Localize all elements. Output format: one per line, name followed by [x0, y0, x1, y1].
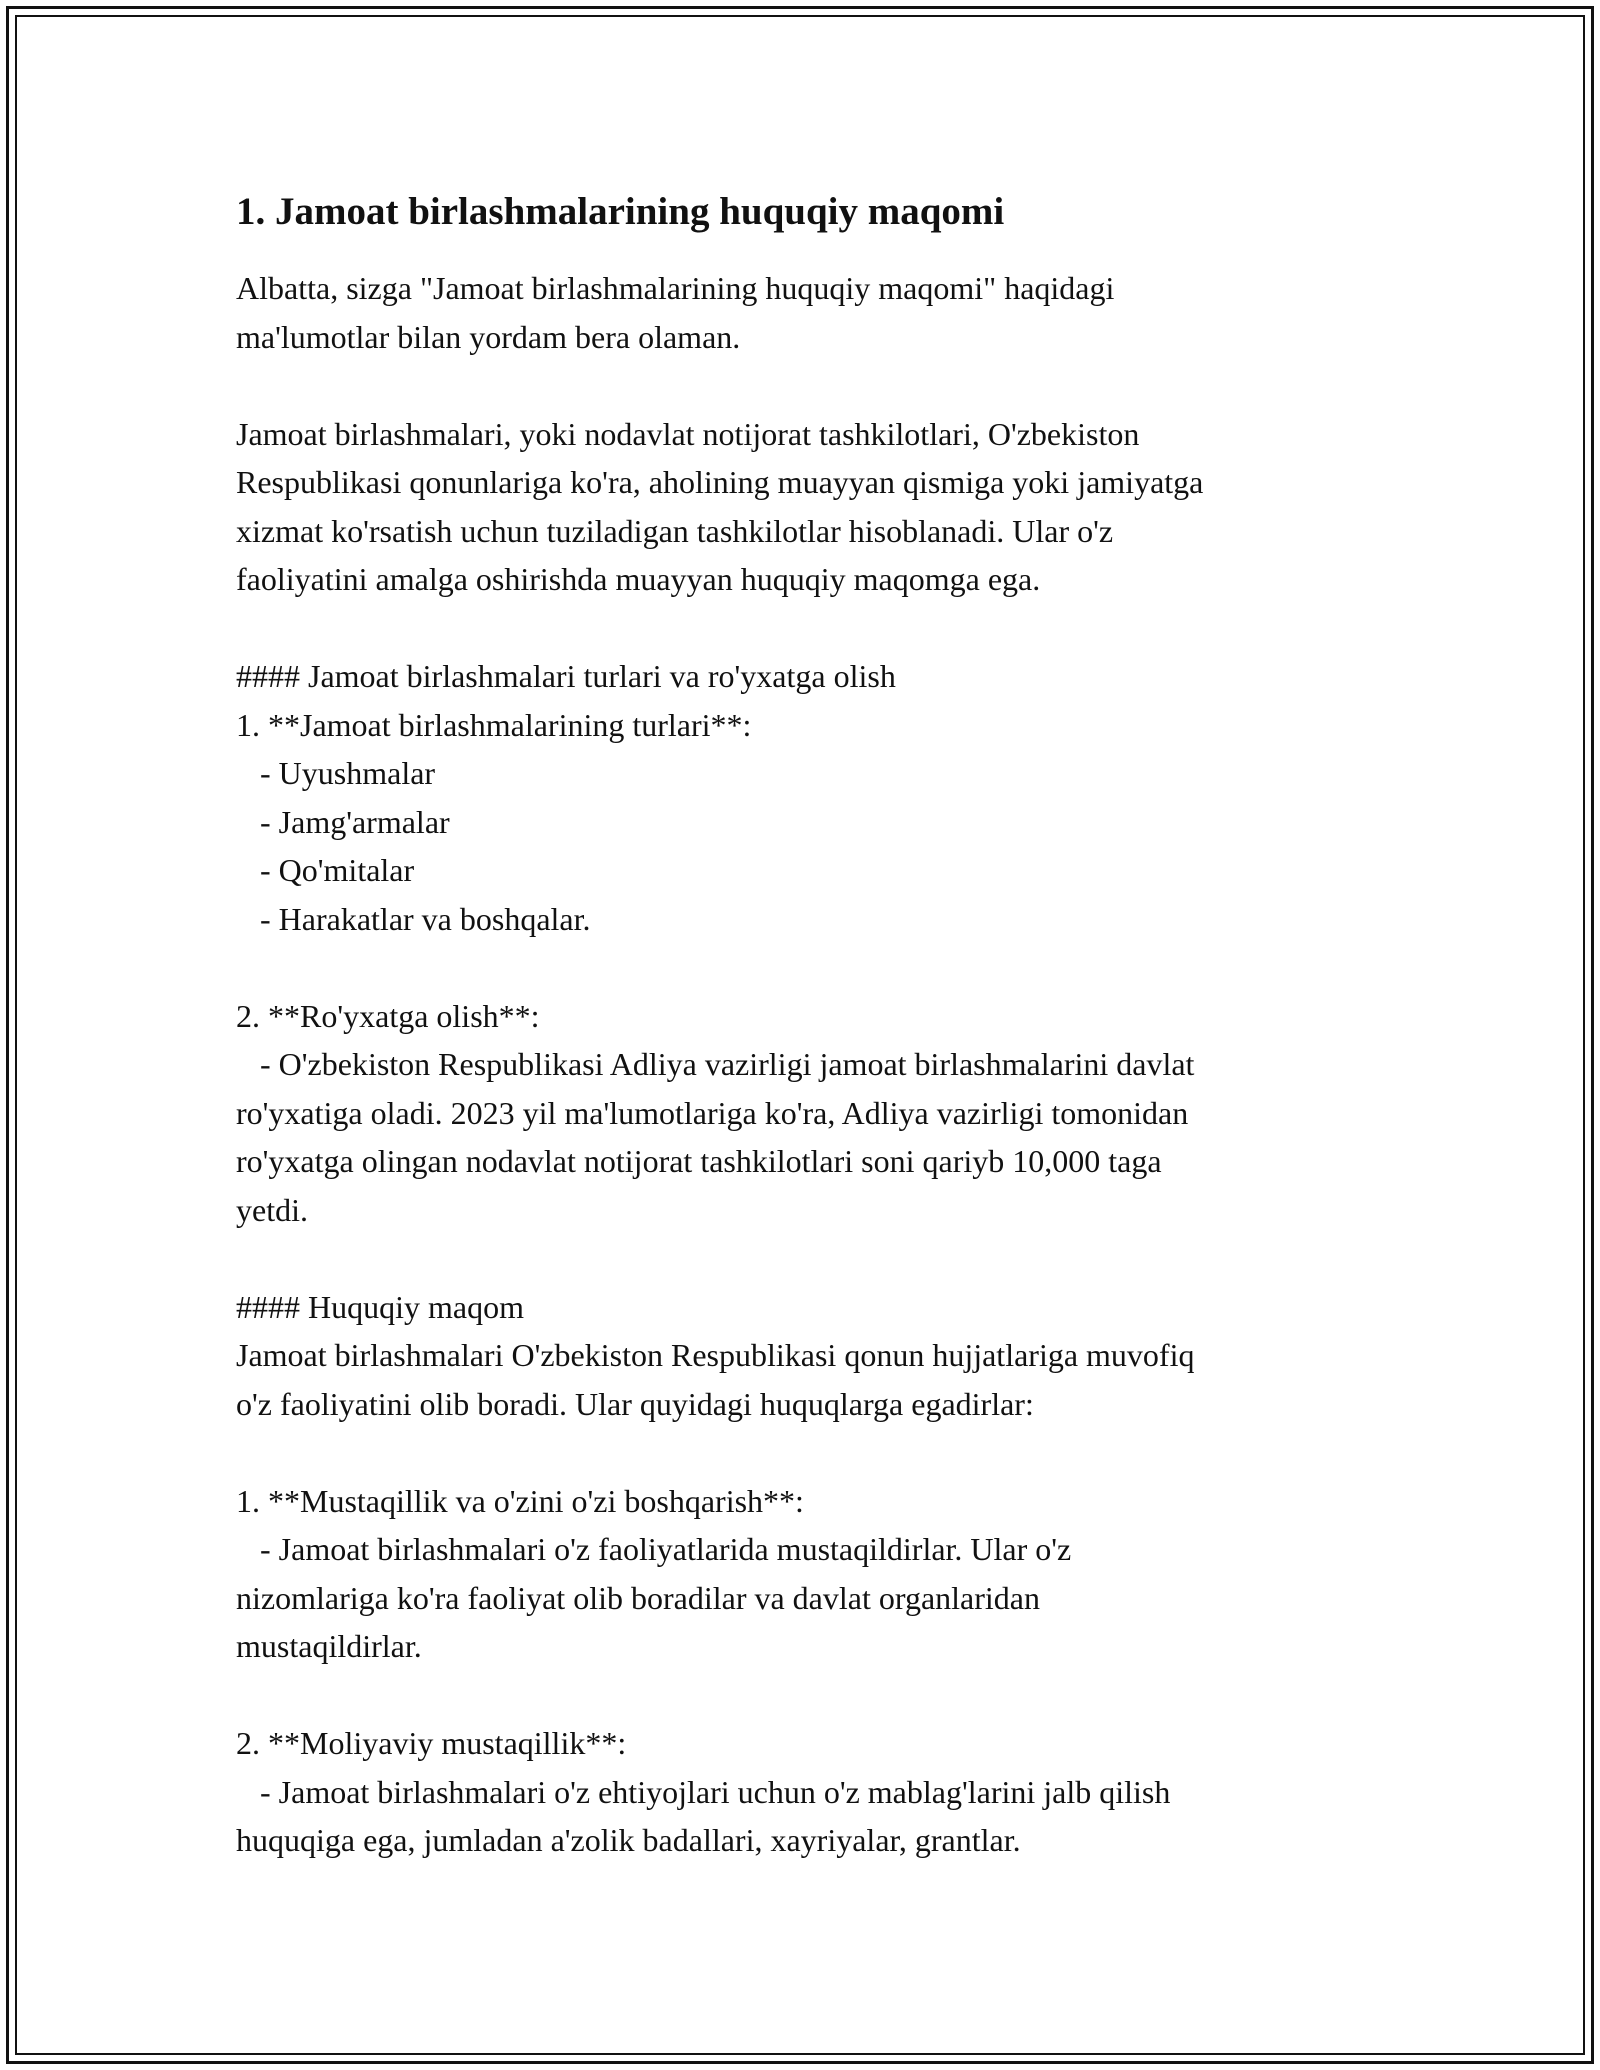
text-line: #### Huquqiy maqom [236, 1288, 524, 1325]
text-line: 2. **Moliyaviy mustaqillik**: [236, 1725, 627, 1761]
text-line: Respublikasi qonunlariga ko'ra, aholining muayyan qismiga yoki jamiyatga [236, 464, 1204, 500]
text-line: - Qo'mitalar [236, 852, 415, 888]
text-line: faoliyatini amalga oshirishda muayyan huquqiy maqomga ega. [236, 561, 1041, 597]
text-line: - Jamoat birlashmalari o'z faoliyatlarida mustaqildirlar. Ular o'z [236, 1531, 1072, 1567]
document-title: 1. Jamoat birlashmalarining huquqiy maqomi [236, 190, 1005, 233]
blank-line [236, 943, 1366, 992]
text-line: xizmat ko'rsatish uchun tuziladigan tashkilotlar hisoblanadi. Ular o'z [236, 512, 1114, 549]
text-line: 1. **Jamoat birlashmalarining turlari**: [236, 706, 752, 743]
blank-line [236, 604, 1366, 653]
text-line: ma'lumotlar bilan yordam bera olaman. [236, 318, 741, 355]
text-line: nizomlariga ko'ra faoliyat olib boradilar va davlat organlaridan [236, 1579, 1040, 1616]
text-line: - Harakatlar va boshqalar. [236, 900, 591, 937]
text-line: mustaqildirlar. [236, 1628, 422, 1664]
text-line: Jamoat birlashmalari O'zbekiston Respublikasi qonun hujjatlariga muvofiq [236, 1337, 1195, 1373]
text-line: Albatta, sizga "Jamoat birlashmalarining huquqiy maqomi" haqidagi [236, 270, 1115, 306]
text-line: ro'yxatiga oladi. 2023 yil ma'lumotlariga ko'ra, Adliya vazirligi tomonidan [236, 1094, 1189, 1131]
blank-line [236, 1671, 1366, 1720]
text-line: - O'zbekiston Respublikasi Adliya vazirligi jamoat birlashmalarini davlat [236, 1046, 1195, 1082]
text-line: - Uyushmalar [236, 755, 436, 791]
blank-line [236, 1428, 1366, 1477]
text-line: #### Jamoat birlashmalari turlari va ro'yxatga olish [236, 658, 896, 694]
text-line: - Jamg'armalar [236, 803, 450, 840]
text-line: - Jamoat birlashmalari o'z ehtiyojlari uchun o'z mablag'larini jalb qilish [236, 1773, 1171, 1810]
document-text [236, 264, 1366, 1865]
text-line: ro'yxatga olingan nodavlat notijorat tashkilotlari soni qariyb 10,000 taga [236, 1143, 1162, 1179]
text-line: 1. **Mustaqillik va o'zini o'zi boshqarish**: [236, 1482, 804, 1519]
text-line: o'z faoliyatini olib boradi. Ular quyidagi huquqlarga egadirlar: [236, 1385, 1034, 1422]
text-line: 2. **Ro'yxatga olish**: [236, 997, 540, 1034]
blank-line [236, 361, 1366, 410]
text-line: Jamoat birlashmalari, yoki nodavlat notijorat tashkilotlari, O'zbekiston [236, 415, 1140, 452]
blank-line [236, 1234, 1366, 1283]
document-body [236, 186, 1366, 1865]
text-line: huquqiga ega, jumladan a'zolik badallari, xayriyalar, grantlar. [236, 1822, 1021, 1858]
text-line: yetdi. [236, 1191, 308, 1228]
